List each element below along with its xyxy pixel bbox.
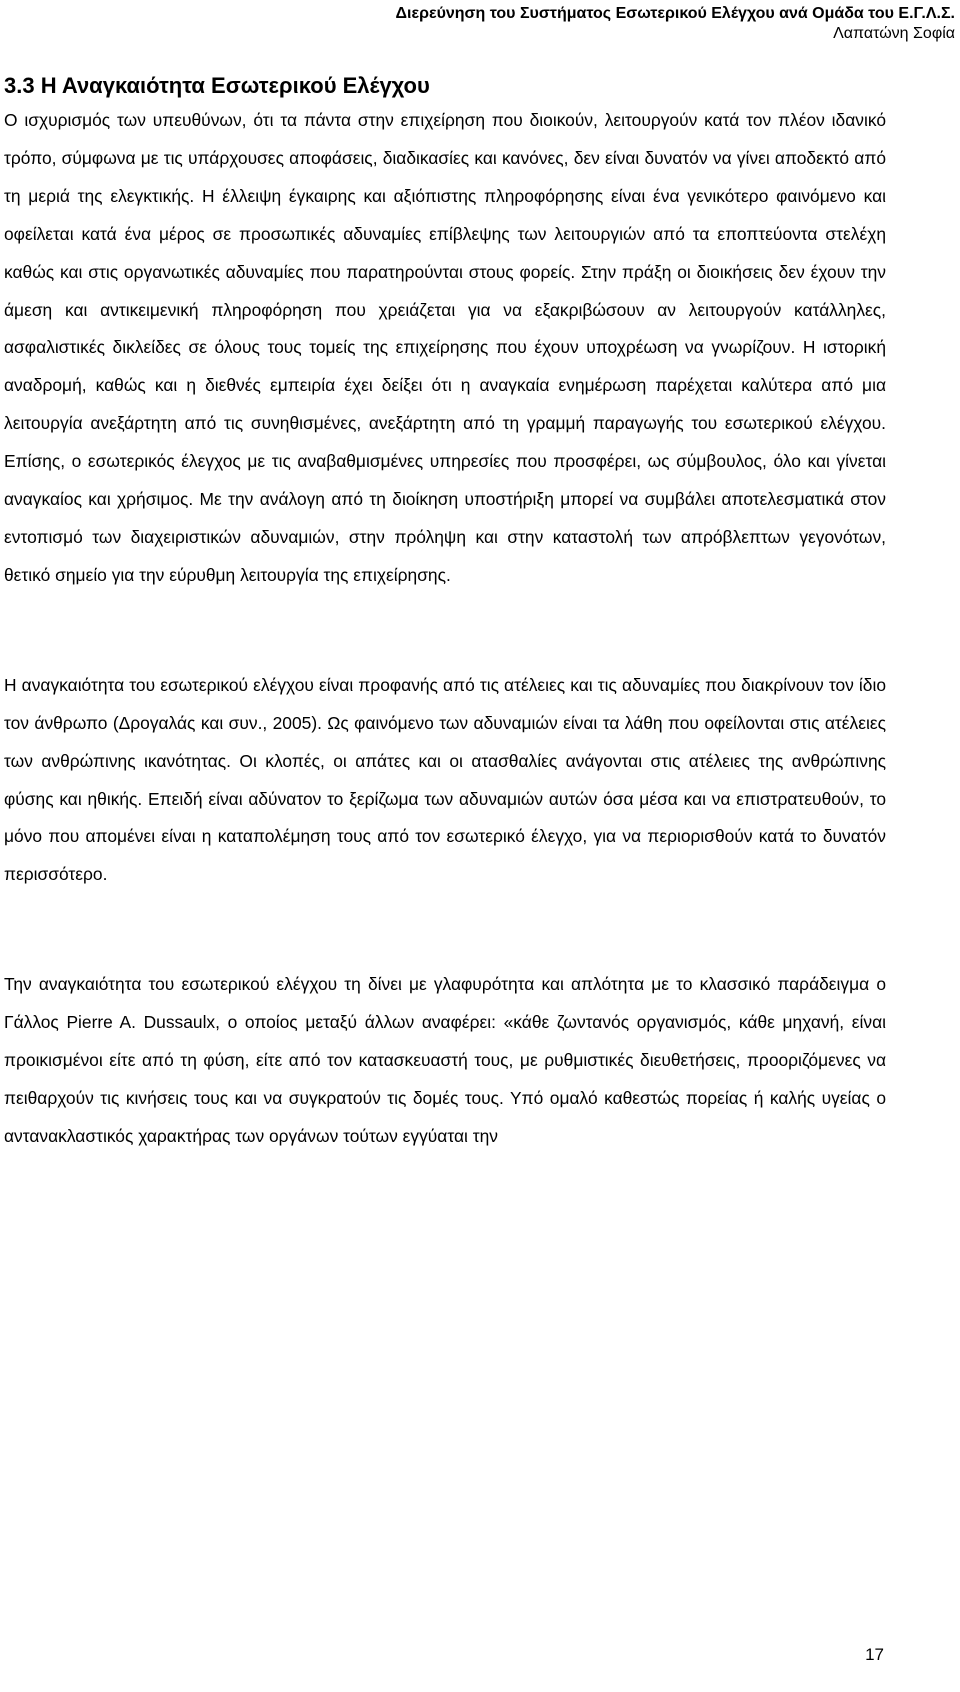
paragraph-1: Ο ισχυρισμός των υπευθύνων, ότι τα πάντα στην επιχείρηση που διοικούν, λειτουργούν κατά τον πλέον ιδανικό τρόπο, σύμφωνα με τις υπάρχουσες αποφάσεις, διαδικασίες και κανόνες, δεν είναι δυνατόν να γίνει αποδεκτό από τη μεριά της ελεγκτικής. Η έλλειψη έγκαιρης και αξιόπιστης πληροφόρησης είναι ένα γενικότερο φαινόμενο και οφείλεται κατά ένα μέρος σε προσωπικές αδυναμίες επίβλεψης των λειτουργιών από τα εποπτεύοντα στελέχη καθώς και στις οργανωτικές αδυναμίες που παρατηρούνται στους φορείς. Στην πράξη οι διοικήσεις δεν έχουν την άμεση και αντικειμενική πληροφόρηση που χρειάζεται για να εξακριβώσουν αν λειτουργούν κατάλληλες, ασφαλιστικές δικλείδες σε όλους τους τομείς της επιχείρησης που έχουν υποχρέωση να γνωρίζουν. Η ιστορική αναδρομή, καθώς και η διεθνές εμπειρία έχει δείξει ότι η αναγκαία ενημέρωση παρέχεται καλύτερα από μια λειτουργία ανεξάρτητη από τις συνηθισμένες, ανεξάρτητη από τη γραμμή παραγωγής του εσωτερικού ελέγχου. Επίσης, ο εσωτερικός έλεγχος με τις αναβαθμισμένες υπηρεσίες που προσφέρει, ως σύμβουλος, όλο και γίνεται αναγκαίος και χρήσιμος. Με την ανάλογη από τη διοίκηση υποστήριξη μπορεί να συμβάλει αποτελεσματικά στον εντοπισμό των διαχειριστικών αδυναμιών, στην πρόληψη και στην καταστολή των απρόβλεπτων γεγονότων, θετικό σημείο για την εύρυθμη λειτουργία της επιχείρησης. — [4, 110, 886, 585]
body-text — [4, 102, 886, 1156]
running-header — [396, 4, 955, 44]
section-title: 3.3 Η Αναγκαιότητα Εσωτερικού Ελέγχου — [4, 73, 430, 98]
header-author: Λαπατώνη Σοφία — [833, 25, 955, 42]
paragraph-2: Η αναγκαιότητα του εσωτερικού ελέγχου είναι προφανής από τις ατέλειες και τις αδυναμίες που διακρίνουν τον ίδιο τον άνθρωπο (Δρογαλάς και συν., 2005). Ως φαινόμενο των αδυναμιών είναι τα λάθη που οφείλονται στις ατέλειες των ανθρώπινης ικανότητας. Οι κλοπές, οι απάτες και οι ατασθαλίες ανάγονται στις ατέλειες της ανθρώπινης φύσης και ηθικής. Επειδή είναι αδύνατον το ξερίζωμα των αδυναμιών αυτών όσα μέσα και να επιστρατευθούν, το μόνο που απομένει είναι η καταπολέμηση τους από τον εσωτερικό έλεγχο, για να περιορισθούν κατά το δυνατόν περισσότερο. — [4, 674, 886, 885]
page-number: 17 — [865, 1645, 884, 1664]
header-title: Διερεύνηση του Συστήματος Εσωτερικού Ελέγχου ανά Ομάδα του Ε.Γ.Λ.Σ. — [395, 5, 955, 22]
paragraph-3: Την αναγκαιότητα του εσωτερικού ελέγχου τη δίνει με γλαφυρότητα και απλότητα με το κλασσικό παράδειγμα ο Γάλλος Pierre A. Dussaulx, ο οποίος μεταξύ άλλων αναφέρει: «κάθε ζωντανός οργανισμός, κάθε μηχανή, είναι προικισμένοι είτε από τη φύση, είτε από τον κατασκευαστή τους, με ρυθμιστικές διευθετήσεις, προοριζόμενες να πειθαρχούν τις κινήσεις τους και να συγκρατούν τις δομές τους. Υπό ομαλό καθεστώς πορείας ή καλής υγείας ο αντανακλαστικός χαρακτήρας των οργάνων τούτων εγγύαται την — [4, 974, 886, 1146]
